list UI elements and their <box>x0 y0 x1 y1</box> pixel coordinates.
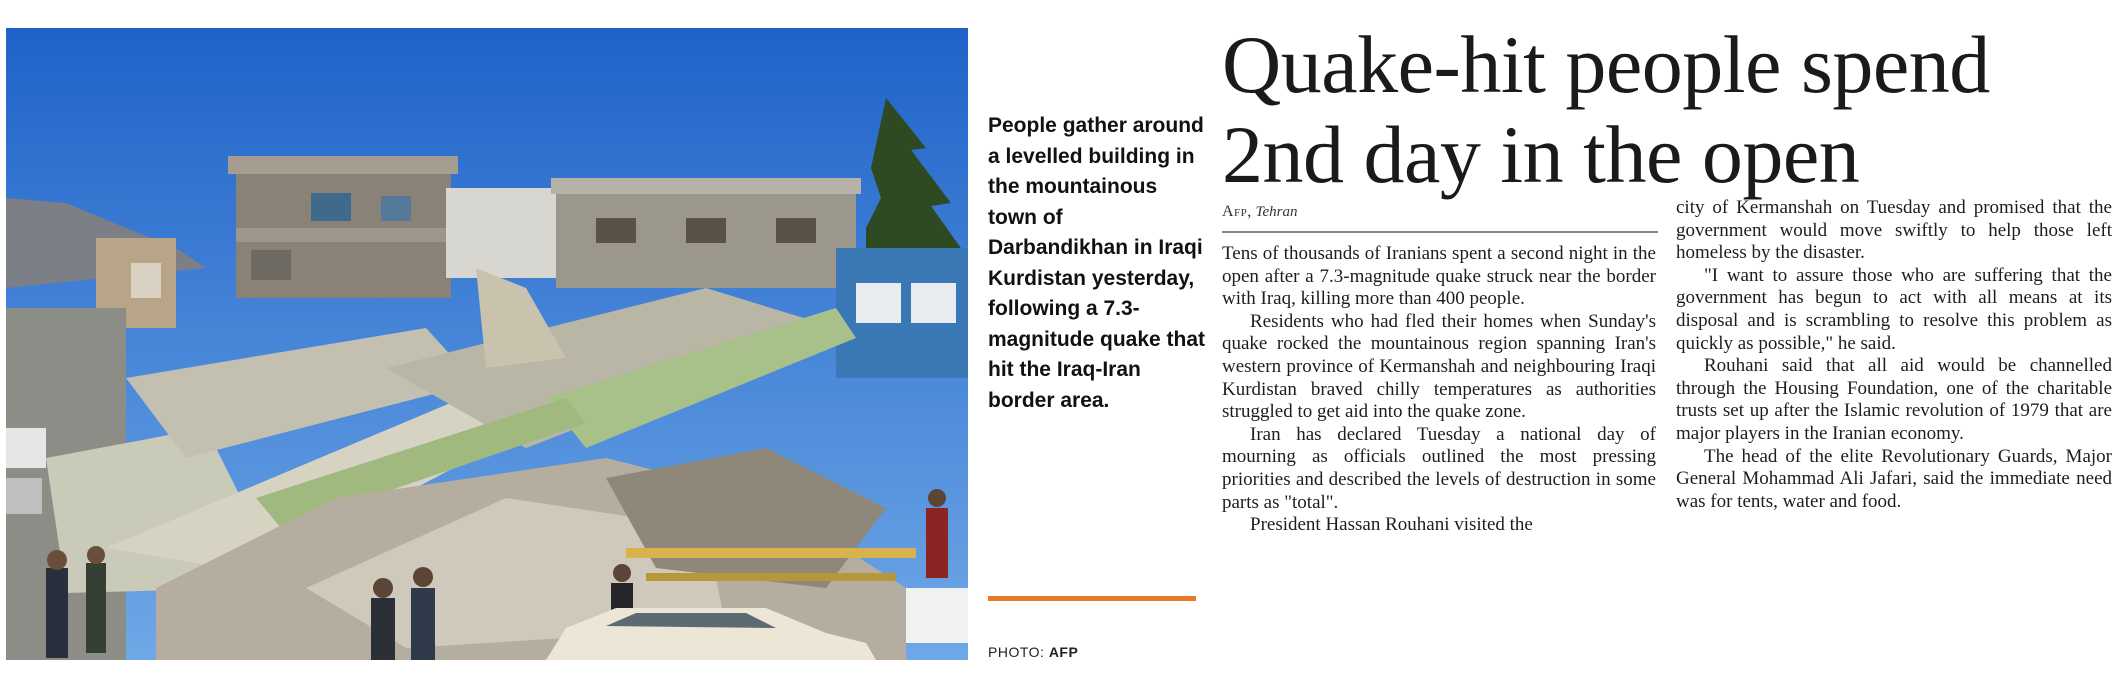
article-paragraph: Rouhani said that all aid would be channelled through the Housing Foundation, one of the charitable trusts set up after the Islamic revolution of 1979 that are major players in the Iranian economy. <box>1676 355 2112 444</box>
article-paragraph: Iran has declared Tuesday a national day of mourning as officials outlined the most pressing priorities and described the levels of destruction in some parts as "total". <box>1222 423 1656 513</box>
article-paragraph: The head of the elite Revolutionary Guards, Major General Mohammad Ali Jafari, said the immediate need was for tents, water and food. <box>1676 445 2112 512</box>
byline-divider <box>1222 231 1658 233</box>
byline-source: Afp, <box>1222 203 1252 220</box>
article-column-1 <box>1222 243 1656 537</box>
photo-caption: People gather around a levelled building in the mountainous town of Darbandikhan in Iraqi Kurdistan yesterday, following a 7.3-magnitude quake that hit the Iraq-Iran border area. <box>988 114 1206 412</box>
caption-divider <box>988 596 1196 601</box>
article-paragraph: President Hassan Rouhani visited the <box>1250 514 1533 536</box>
article-headline <box>1222 20 2122 200</box>
article-column-2 <box>1676 197 2112 513</box>
article-paragraph: Tens of thousands of Iranians spent a second night in the open after a 7.3-magnitude quake struck near the border with Iraq, killing more than 400 people. <box>1222 243 1656 310</box>
headline-line-1: Quake-hit people spend <box>1222 19 1990 110</box>
byline <box>1222 203 1298 221</box>
article-paragraph: Residents who had fled their homes when Sunday's quake rocked the mountainous region spanning Iran's western province of Kermanshah and neighbouring Iraqi Kurdistan braved chilly temperatures as authorities struggled to get aid into the quake zone. <box>1222 310 1656 423</box>
collapsed-building-photo <box>6 28 968 660</box>
photo-credit-label: PHOTO: <box>988 644 1045 660</box>
headline-line-2: 2nd day in the open <box>1222 109 1860 200</box>
article-paragraph: city of Kermanshah on Tuesday and promised that the government would move swiftly to help those left homeless by the disaster. <box>1676 197 2112 264</box>
news-photo <box>6 28 968 660</box>
byline-location: Tehran <box>1255 204 1298 220</box>
photo-credit <box>988 644 1078 660</box>
article-paragraph: "I want to assure those who are suffering that the government has begun to act with all means at its disposal and is scrambling to resolve this problem as quickly as possible," he said. <box>1676 264 2112 354</box>
photo-credit-source: AFP <box>1048 644 1079 660</box>
